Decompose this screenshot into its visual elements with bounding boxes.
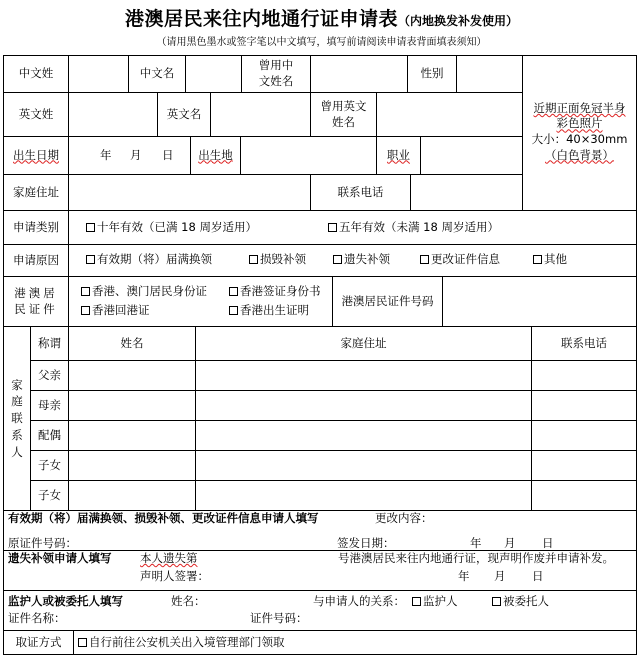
photo-size: 大小：40×30mm [531, 132, 628, 146]
hk-doc-reentry-permit-option[interactable]: 香港回港证 [81, 303, 150, 319]
sex-label: 性别 [420, 66, 444, 81]
used-cn-name-label: 曾用中文姓名 [258, 58, 294, 88]
checkbox-icon [328, 223, 337, 232]
orig-doc-no-label: 原证件号码： [8, 536, 77, 550]
entrusted-option[interactable]: 被委托人 [492, 594, 549, 610]
family-header-relation: 称谓 [38, 335, 61, 350]
app-type-five-year-option[interactable]: 五年有效（未满 18 周岁适用） [328, 220, 499, 236]
hk-doc-visa-id-option[interactable]: 香港签证身份书 [229, 284, 321, 300]
occupation-label: 职业 [387, 147, 410, 162]
family-header-phone: 联系电话 [561, 335, 607, 350]
address-label: 家庭住址 [13, 184, 59, 199]
checkbox-icon [86, 255, 95, 264]
photo-bg: （白色背景） [545, 147, 614, 162]
family-contacts-side-label: 家庭联系人 [11, 377, 23, 459]
photo-box [523, 92, 636, 172]
lost-day-unit: 日 [532, 569, 544, 583]
checkbox-icon [229, 306, 238, 315]
signer-label: 声明人签署： [140, 569, 209, 583]
pickup-label: 取证方式 [15, 634, 62, 649]
reason-other-option[interactable]: 其他 [533, 252, 567, 268]
birthplace-label: 出生地 [198, 147, 233, 162]
dob-label: 出生日期 [13, 147, 59, 162]
change-content-label: 更改内容： [375, 511, 433, 525]
lost-year-unit: 年 [458, 569, 470, 583]
sex-field[interactable] [457, 56, 522, 92]
checkbox-icon [333, 255, 342, 264]
family-header-name: 姓名 [120, 335, 144, 350]
issue-date-month-unit: 月 [504, 536, 516, 550]
form-title-sub: （内地换发补发使用） [398, 14, 519, 28]
lost-section-title: 遗失补领申请人填写 [8, 551, 112, 565]
guardian-doc-name-label: 证件名称： [8, 611, 66, 625]
occupation-field[interactable] [421, 137, 522, 174]
family-header-address: 家庭住址 [340, 335, 387, 350]
en-given-field[interactable] [211, 93, 310, 136]
reason-change-info-option[interactable]: 更改证件信息 [420, 252, 500, 268]
issue-date-label: 签发日期： [337, 536, 395, 550]
cn-given-label: 中文名 [139, 66, 175, 81]
checkbox-icon [81, 287, 90, 296]
checkbox-icon [420, 255, 429, 264]
family-row-relation: 父亲 [38, 367, 61, 382]
reason-damaged-option[interactable]: 损毁补领 [249, 252, 306, 268]
form-title-main: 港澳居民来往内地通行证申请表 [124, 8, 398, 30]
checkbox-icon [533, 255, 542, 264]
guardian-relation-label: 与申请人的关系： [313, 594, 405, 608]
used-en-name-field[interactable] [377, 93, 522, 136]
phone-field[interactable] [411, 175, 522, 210]
hk-doc-number-label: 港澳居民证件号码 [341, 293, 434, 308]
en-given-label: 英文名 [166, 106, 202, 121]
reason-label: 申请原因 [13, 252, 59, 267]
reason-lost-option[interactable]: 遗失补领 [333, 252, 390, 268]
issue-date-year-unit: 年 [470, 536, 482, 550]
dob-year-unit: 年 [100, 148, 112, 162]
guardian-section-title: 监护人或被委托人填写 [8, 594, 123, 608]
expiry-section-title: 有效期（将）届满换领、损毁补领、更改证件信息申请人填写 [8, 511, 319, 525]
hk-doc-label: 港澳居民证件 [14, 285, 58, 316]
checkbox-icon [492, 597, 501, 606]
family-row-relation: 母亲 [38, 397, 61, 412]
phone-label: 联系电话 [337, 184, 384, 199]
checkbox-icon [229, 287, 238, 296]
family-row-relation: 配偶 [38, 427, 61, 442]
photo-line1: 近期正面免冠半身 [533, 100, 626, 115]
checkbox-icon [81, 306, 90, 315]
family-row-relation: 子女 [38, 487, 61, 502]
hk-doc-number-field[interactable] [443, 277, 636, 326]
guardian-name-label: 姓名： [171, 594, 206, 608]
family-row-relation: 子女 [38, 457, 61, 472]
checkbox-icon [78, 638, 87, 647]
en-surname-label: 英文姓 [18, 106, 54, 121]
hk-doc-id-card-option[interactable]: 香港、澳门居民身份证 [81, 284, 207, 300]
self-lost-label: 本人遗失第 [140, 551, 198, 565]
reason-expiry-option[interactable]: 有效期（将）届满换领 [86, 252, 212, 268]
birthplace-field[interactable] [241, 137, 376, 174]
lost-statement: 号港澳居民来往内地通行证，现声明作废并申请补发。 [338, 551, 614, 565]
guardian-option[interactable]: 监护人 [412, 594, 458, 610]
used-en-name-label: 曾用英文姓名 [320, 98, 367, 129]
dob-day-unit: 日 [162, 148, 174, 162]
cn-surname-label: 中文姓 [18, 66, 54, 81]
app-type-label: 申请类别 [13, 219, 59, 234]
address-field[interactable] [69, 175, 310, 210]
en-surname-field[interactable] [69, 93, 157, 136]
cn-given-field[interactable] [186, 56, 241, 92]
checkbox-icon [412, 597, 421, 606]
pickup-self-option[interactable]: 自行前往公安机关出入境管理部门领取 [78, 635, 285, 651]
checkbox-icon [249, 255, 258, 264]
used-cn-name-field[interactable] [311, 56, 407, 92]
form-instruction-note: （请用黑色墨水或签字笔以中文填写，填写前请阅读申请表背面填表须知） [156, 37, 487, 48]
photo-line2: 彩色照片 [556, 116, 603, 131]
hk-doc-birth-cert-option[interactable]: 香港出生证明 [229, 303, 309, 319]
lost-month-unit: 月 [494, 569, 506, 583]
guardian-doc-no-label: 证件号码： [250, 611, 308, 625]
dob-month-unit: 月 [130, 148, 142, 162]
checkbox-icon [86, 223, 95, 232]
cn-surname-field[interactable] [69, 56, 128, 92]
app-type-ten-year-option[interactable]: 十年有效（已满 18 周岁适用） [86, 220, 257, 236]
issue-date-day-unit: 日 [542, 536, 554, 550]
